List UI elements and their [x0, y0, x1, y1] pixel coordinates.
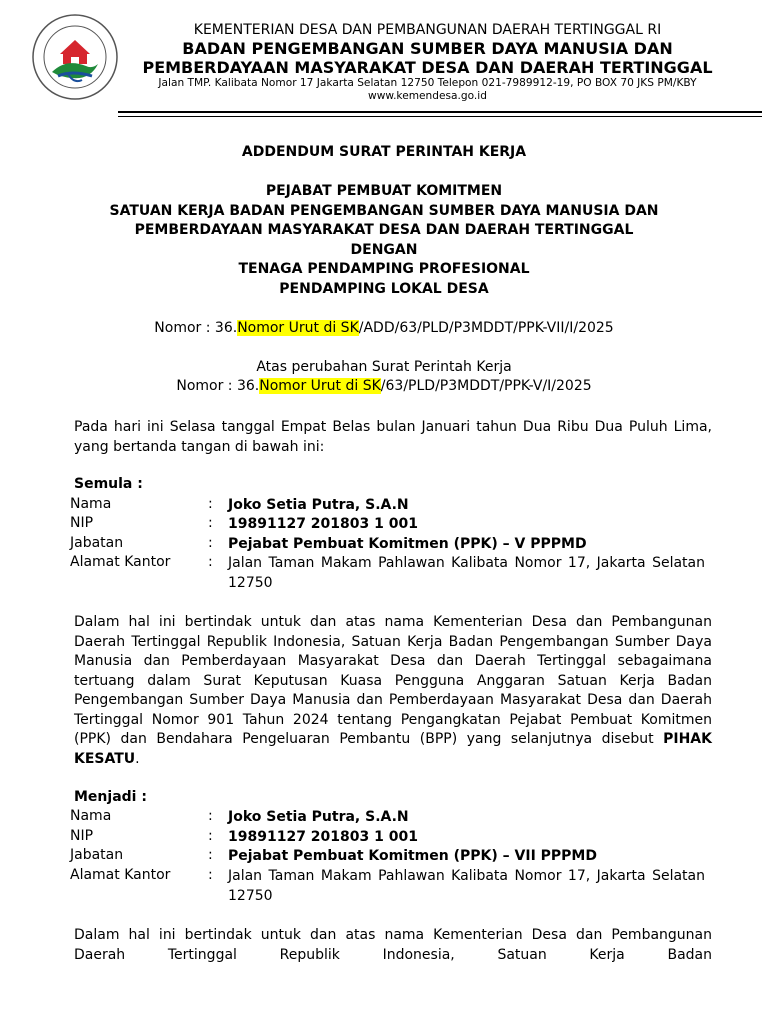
field-colon: : — [208, 515, 213, 531]
menjadi-row-nip — [70, 828, 710, 848]
menjadi-heading: Menjadi : — [74, 789, 147, 805]
semula-paragraph — [74, 613, 712, 769]
amendment-label: Atas perubahan Surat Perintah Kerja — [256, 359, 512, 375]
amendment-number-suffix: /63/PLD/P3MDDT/PPK-V/I/2025 — [380, 378, 592, 394]
field-value: 19891127 201803 1 001 — [228, 516, 418, 532]
field-label: Jabatan — [70, 535, 124, 551]
ministry-name: KEMENTERIAN DESA DAN PEMBANGUNAN DAERAH TERTINGGAL RI — [193, 22, 662, 38]
field-colon: : — [208, 828, 213, 844]
field-value: Joko Setia Putra, S.A.N — [228, 809, 409, 825]
semula-row-alamat — [70, 554, 710, 591]
document-title: ADDENDUM SURAT PERINTAH KERJA — [241, 144, 527, 160]
amendment-number-prefix: Nomor : 36. — [176, 378, 260, 394]
semula-paragraph-text: Dalam hal ini bertindak untuk dan atas nama Kementerian Desa dan Pembangunan Daerah Tertinggal Republik Indonesia, Satuan Kerja Badan Pengembangan Sumber Daya Manusia dan Pemberdayaan Masyarakat Desa dan Daerah Tertinggal sebagaimana tertuang dalam Surat Keputusan Kuasa Pengguna Anggaran Satuan Kerja Badan Pengembangan Sumber Daya Manusia dan Pemberdayaan Masyarakat Desa dan Daerah Tertinggal Nomor 901 Tahun 2024 tentang Pengangkatan Pejabat Pembuat Komitmen (PPK) dan Bendahara Pengeluaran Pembantu (BPP) yang selanjutnya disebut — [74, 614, 712, 747]
field-colon: : — [208, 535, 213, 551]
menjadi-row-jabatan — [70, 847, 710, 867]
field-value: Pejabat Pembuat Komitmen (PPK) – V PPPMD — [228, 536, 587, 552]
amendment-number-placeholder: Nomor Urut di SK — [259, 378, 381, 394]
letterhead-website: www.kemendesa.go.id — [368, 90, 487, 103]
field-colon: : — [208, 554, 213, 570]
title-line-1: PEJABAT PEMBUAT KOMITMEN — [265, 183, 503, 199]
agency-name-line2: PEMBERDAYAAN MASYARAKAT DESA DAN DAERAH TERTINGGAL — [142, 57, 713, 77]
field-label: Alamat Kantor — [70, 554, 171, 570]
letterhead-rule-thick — [118, 111, 762, 113]
field-label: Nama — [70, 496, 112, 512]
intro-paragraph: Pada hari ini Selasa tanggal Empat Belas bulan Januari tahun Dua Ribu Dua Puluh Lima, yang bertanda tangan di bawah ini: — [74, 419, 712, 455]
title-line-3: PEMBERDAYAAN MASYARAKAT DESA DAN DAERAH TERTINGGAL — [134, 222, 634, 238]
semula-paragraph-end: . — [135, 750, 140, 767]
field-label: Nama — [70, 808, 112, 824]
semula-heading: Semula : — [74, 476, 143, 492]
semula-row-jabatan — [70, 535, 710, 555]
document-number — [0, 320, 768, 336]
field-colon: : — [208, 847, 213, 863]
title-line-4: DENGAN — [350, 242, 418, 258]
document-number-suffix: /ADD/63/PLD/P3MDDT/PPK-VII/I/2025 — [358, 320, 614, 336]
field-value: Pejabat Pembuat Komitmen (PPK) – VII PPPMD — [228, 848, 597, 864]
title-line-5: TENAGA PENDAMPING PROFESIONAL — [238, 261, 530, 277]
amendment-number — [0, 378, 768, 394]
field-label: NIP — [70, 515, 94, 531]
document-number-placeholder: Nomor Urut di SK — [237, 320, 359, 336]
letterhead-address: Jalan TMP. Kalibata Nomor 17 Jakarta Selatan 12750 Telepon 021-7989912-19, PO BOX 70 JKS PM/KBY — [158, 77, 697, 90]
field-value: Jalan Taman Makam Pahlawan Kalibata Nomor 17, Jakarta Selatan 12750 — [228, 868, 705, 904]
party-one-label: PIHAK KESATU — [74, 731, 712, 767]
menjadi-row-alamat — [70, 867, 710, 904]
field-colon: : — [208, 496, 213, 512]
field-label: Alamat Kantor — [70, 867, 171, 883]
semula-row-nama — [70, 496, 710, 516]
field-label: Jabatan — [70, 847, 124, 863]
menjadi-row-nama — [70, 808, 710, 828]
field-value: Joko Setia Putra, S.A.N — [228, 497, 409, 513]
field-value: Jalan Taman Makam Pahlawan Kalibata Nomor 17, Jakarta Selatan 12750 — [228, 555, 705, 591]
agency-name-line1: BADAN PENGEMBANGAN SUMBER DAYA MANUSIA DAN — [182, 38, 673, 58]
menjadi-paragraph: Dalam hal ini bertindak untuk dan atas nama Kementerian Desa dan Pembangunan Daerah Tertinggal Republik Indonesia, Satuan Kerja Badan — [74, 927, 712, 963]
title-line-6: PENDAMPING LOKAL DESA — [279, 281, 489, 297]
letterhead — [95, 22, 760, 104]
field-colon: : — [208, 867, 213, 883]
field-label: NIP — [70, 828, 94, 844]
title-line-2: SATUAN KERJA BADAN PENGEMBANGAN SUMBER DAYA MANUSIA DAN — [109, 203, 659, 219]
document-number-prefix: Nomor : 36. — [154, 320, 238, 336]
letterhead-rule-thin — [118, 116, 762, 117]
field-value: 19891127 201803 1 001 — [228, 829, 418, 845]
field-colon: : — [208, 808, 213, 824]
semula-row-nip — [70, 515, 710, 535]
